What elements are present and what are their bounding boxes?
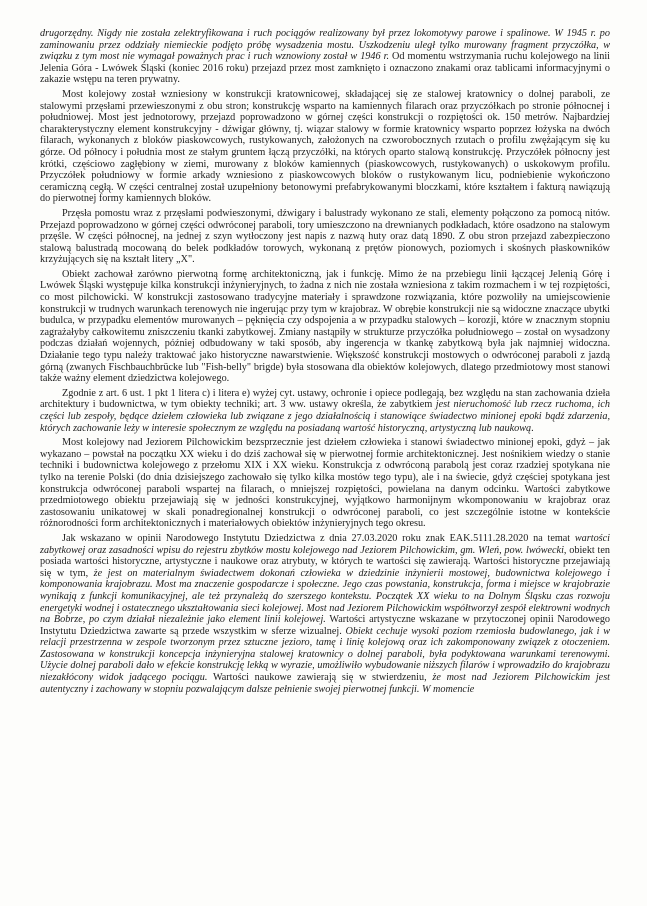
- legal-basis-end: .: [531, 422, 534, 434]
- legal-basis-quote: jest nieruchomość lub rzecz ruchoma, ich części lub zespoły, będące dziełem człowieka lub związane z jego działalnością i stanowiące świadectwo minionej epoki bądź zdarzenia, których zachowanie leży w interesie społecznym ze względu na posiadaną wartość historyczną, artystyczną lub naukową: [40, 399, 610, 434]
- paragraph-history-italic: drugorzędny. Nigdy nie została zelektryfikowana i ruch pociągów realizowany był przez lokomotywy parowe i spalinowe. W 1945 r. po zaminowaniu przez oddziały niemieckie podjęto próbę wysadzenia mostu. Uszkodzeniu uległ tylko murowany fragment przyczółka, w związku z tym most nie wymagał poważnych prac i ruch wznowiony został w 1946 r.: [40, 28, 610, 63]
- paragraph-history-end: [40, 28, 610, 86]
- nid-opinion-s2: wartości zabytkowej oraz zasadności wpisu do rejestru zbytków mostu kolejowego nad Jeziorem Pilchowickim, gm. Wleń, pow. lwówecki: [40, 532, 610, 556]
- nid-opinion-s6: Obiekt cechuje wysoki poziom rzemiosła budowlanego, jak i w relacji przestrzenna w zespole tworzonym przez sztuczne jezioro, tamę i linię kolejową oraz ich zakomponowany związek z otoczeniem. Zastosowana w konstrukcji koncepcja inżynieryjna stalowej kratownicy o dolnej paraboli, była podyktowana warunkami terenowymi. Użycie dolnej paraboli dało w efekcie konstrukcję lekką w wyrazie, umożliwiło wybudowanie niższych filarów i wprowadziło do krajobrazu niezakłócony widok jadącego pociągu.: [40, 625, 610, 684]
- paragraph-nid-opinion: [40, 533, 610, 695]
- nid-opinion-s5: Wartości artystyczne wskazane w przytoczonej opinii Narodowego Instytutu Dziedzictwa zawarte są przede wszystkim w sferze wizualnej.: [40, 614, 611, 637]
- document-body: [40, 28, 610, 695]
- nid-opinion-s3: , obiekt ten posiada wartości historyczne, artystyczne i naukowe oraz atrybuty, w których te wartości się zawierają. Wartości historyczne przejawiają się w tym,: [40, 544, 610, 579]
- nid-opinion-s4: że jest on materialnym świadectwem dokonań człowieka w dziedzinie inżynierii mostowej, budownictwa kolejowego i komponowania krajobrazu. Most ma znaczenie gospodarcze i społeczne. Jego czas powstania, konstrukcja, forma i miejsce w krajobrazie wynikają z funkcji komunikacyjnej, ale też przynależą do szerszego kontekstu. Początek XX wieku to na Dolnym Śląsku czas rozwoju energetyki wodnej i ostatecznego ukształtowania sieci kolejowej. Most nad Jeziorem Pilchowickim współtworzył zespół elektrowni wodnych na Bobrze, po czym działał niezależnie jako element linii kolejowej.: [40, 567, 611, 626]
- nid-opinion-s7: Wartości naukowe zawierają się w stwierdzeniu,: [207, 672, 433, 684]
- paragraph-construction: Most kolejowy został wzniesiony w konstrukcji kratownicowej, składającej się ze stalowej kratownicy o dolnej paraboli, ze stalowymi przęsłami przewieszonymi z obu stron; konstrukcję wsparto na kamiennych filarach oraz przyczółkach po stronie północnej i południowej. Most jest jednotorowy, przejazd poprowadzono w górnej części konstrukcji o rozpiętości ok. 150 metrów. Najbardziej charakterystyczny element konstrukcyjny - dźwigar główny, tj. wiązar stalowy w formie kratownicy wsparto poprzez łożyska na dwóch filarach, wykonanych z bloków piaskowcowych, rustykowanych, założonych na czworobocznych rzutach o profilu zwężającym się ku górze. Od północy i południa most ze stałym gruntem łączą przyczółki, na których oparto stalową konstrukcję. Przyczółek północny jest krótki, częściowo zagłębiony w ziemi, murowany z bloków kamiennych (piaskowcowych, rustykowanych) o uskokowym profilu. Przyczółek południowy w formie arkady wzniesiono z piaskowcowych bloków o rustykowanym licu, podniebienie wykończono ceramiczną cegłą. W części centralnej został uzupełniony betonowymi prefabrykowanymi bloczkami, które kształtem i fakturą nawiązują do pierwotnej formy kamiennych bloków.: [40, 88, 610, 205]
- nid-opinion-s1: Jak wskazano w opinii Narodowego Instytutu Dziedzictwa z dnia 27.03.2020 roku znak EAK.5111.28.2020 na temat: [62, 532, 575, 544]
- paragraph-history-text: Od momentu wstrzymania ruchu kolejowego na linii Jelenia Góra - Lwówek Śląski (koniec 2016 roku) przejazd przez most zamknięto i oznaczono znakami oraz tablicami informacyjnymi o zakazie wstępu na teren prywatny.: [40, 51, 610, 86]
- paragraph-legal-basis: [40, 388, 610, 434]
- legal-basis-text: Zgodnie z art. 6 ust. 1 pkt 1 litera c) i litera e) wyżej cyt. ustawy, ochronie i opiece podlegają, bez względu na stan zachowania dzieła architektury i budownictwa, w tym obiekty techniki; art. 3 ww. ustawy określa, że zabytkiem: [40, 387, 610, 411]
- nid-opinion-s8: że most nad Jeziorem Pilchowickim jest autentyczny i zachowany w stopniu pozwalającym dalsze pełnienie swojej pierwotnej funkcji. W momencie: [40, 672, 611, 695]
- paragraph-spans: Przęsła pomostu wraz z przęsłami podwieszonymi, dźwigary i balustrady wykonano ze stali, elementy połączono za pomocą nitów. Przejazd poprowadzono w górnej części odwróconej paraboli, tory umieszczono na drewnianych podkładach, które osadzono na stalowym przęśle. W części północnej, na jednej z szyn wytłoczony jest napis z nazwą huty oraz datą 1890. Z obu stron przejazd zabezpieczono stalową balustradą mocowaną do belek podkładów torowych, wykonaną z prętów pionowych, poziomych i skośnych płaskowników krzyżujących się na kształt litery „X".: [40, 207, 610, 266]
- paragraph-preservation: Obiekt zachował zarówno pierwotną formę architektoniczną, jak i funkcję. Mimo że na przebiegu linii łączącej Jelenią Górę i Lwówek Śląski występuje kilka konstrukcji inżynieryjnych, to żadna z nich nie została wzniesiona z takim rozmachem i w tej rozpiętości, co most pilchowicki. W konstrukcji zastosowano tradycyjne materiały i sprawdzone rozwiązania, które pozwoliły na umiejscowienie konstrukcji w trudnych warunkach terenowych nie ingerując przy tym w krajobraz. W obrębie konstrukcji nie są widoczne znaczące ubytki budulca, w przypadku elementów murowanych – pęknięcia czy odspojenia a w przypadku stalowych – korozji, które w znacznym stopniu zagrażałyby całkowitemu zniszczeniu tkanki zabytkowej. Zmiany nastąpiły w strukturze przyczółka południowego – został on wysadzony podczas działań wojennych, później odbudowany w taki sposób, aby ingerencja w tkankę zabytkową była jak najmniej widoczna. Działanie tego typu należy traktować jako historyczne nawarstwienie. Większość konstrukcji mostowych o odwróconej paraboli z jazdą górną (zwanych Fischbauchbrücke lub "Fish-belly" brigde) była stosowana dla obiektów kolejowych, dlatego przedmiotowy most stanowi także ważny element dziedzictwa kolejowego.: [40, 268, 610, 385]
- paragraph-value-assessment: Most kolejowy nad Jeziorem Pilchowickim bezsprzecznie jest dziełem człowieka i stanowi świadectwo minionej epoki, gdyż – jak wykazano – powstał na początku XX wieku i do dziś zachował się w pierwotnej formie architektonicznej. Jest nośnikiem wiedzy o stanie techniki i budownictwa kolejowego z przełomu XIX i XX wieku. Konstrukcja z odwróconą parabolą jest coraz rzadziej spotykana nie tylko na terenie Polski (do dnia dzisiejszego zachowało się tylko kilka mostów tego typu), ale i na świecie, gdyż częściej spotykana jest konstrukcja odwróconej paraboli wspartej na filarach, o mniejszej rozpiętości, powielana na danym odcinku. Wartości zabytkowe przedmiotowego obiektu przejawiają się w jedności konstrukcyjnej, wyjątkowo harmonijnym wkomponowaniu w krajobraz oraz zastosowaniu unikatowej w skali ponadregionalnej konstrukcji o odwróconej paraboli, co jest szczególnie istotne w kontekście różnorodności form architektonicznych i materiałowych obiektów inżynieryjnych tego okresu.: [40, 437, 610, 530]
